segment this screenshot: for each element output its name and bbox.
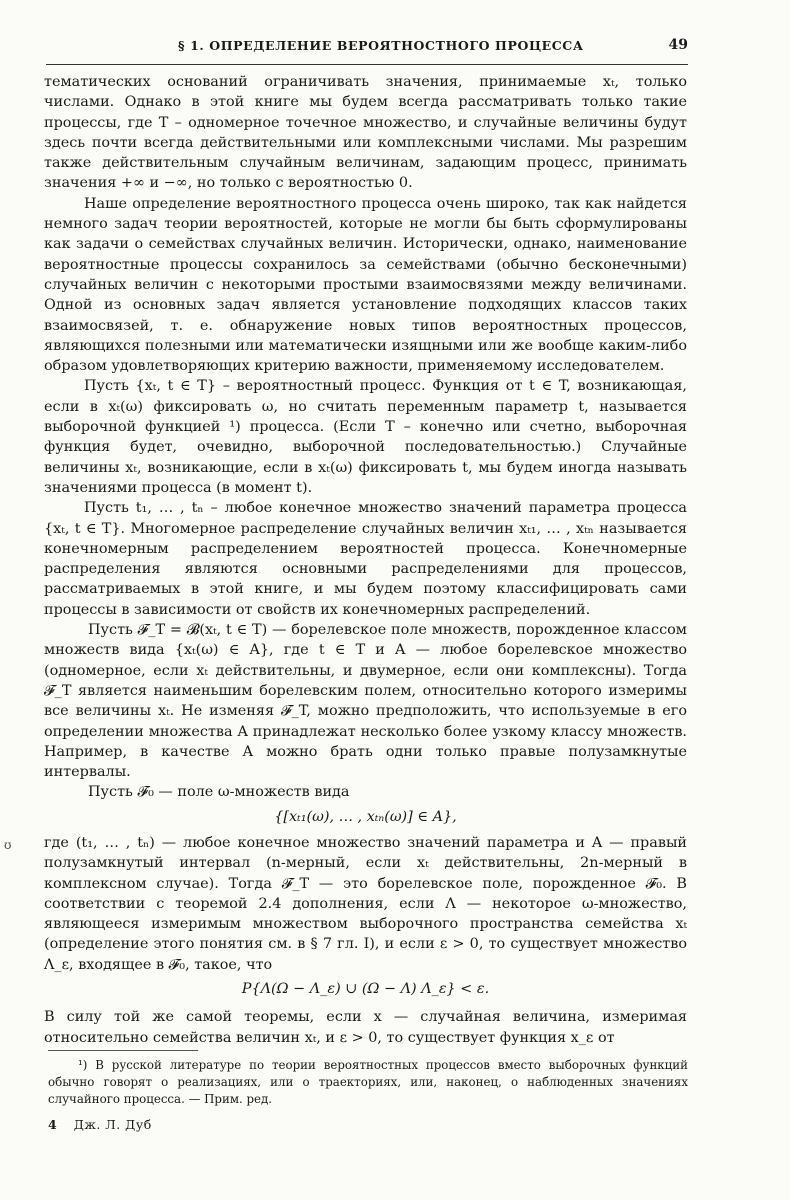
printer-signature [48, 1117, 152, 1132]
footnote [48, 1057, 688, 1108]
paragraph-sample-function: Пусть {xₜ, t ∈ T} – вероятностный процесс. Функция от t ∈ T, возникающая, если в xₜ(ω) фиксировать ω, но считать переменным параметр t, называется выборочной функцией ¹) процесса. (Если T – конечно или счетно, выборочная функция будет, очевидно, выборочной последовательностью.) Случайные величины xₜ, возникающие, если в xₜ(ω) фиксировать t, мы будем иногда называть значениями процесса (в момент t). [44, 378, 687, 496]
signature-author: Дж. Л. Дуб [73, 1117, 152, 1132]
paragraph-field-f0: Пусть 𝓕₀ — поле ω-множеств вида [88, 784, 350, 801]
footnote-text: ¹) В русской литературе по теории вероятностных процессов вместо выборочных функций обычно говорят о реализациях, или о траекториях, или, наконец, о наблюденных значениях случайного процесса. — Прим. ред. [48, 1058, 688, 1106]
paragraph-theorem-reference: где (t₁, … , tₙ) — любое конечное множество значений параметра и A — правый полузамкнутый интервал (n-мерный, если xₜ действительны, 2n-мерный в комплексном случае). Тогда 𝓕_T — это борелевское поле, порожденное 𝓕₀. В соответствии с теоремой 2.4 дополнения, если Λ — некоторое ω-множество, являющееся измеримым множеством выборочного пространства семейства xₜ (определение этого понятия см. в § 7 гл. I), и если ε > 0, то существует множество Λ_ε, входящее в 𝓕₀, такое, что [44, 834, 687, 973]
section-title: § 1. ОПРЕДЕЛЕНИЕ ВЕРОЯТНОСТНОГО ПРОЦЕССА [178, 38, 584, 53]
formula-probability-estimate: P{Λ(Ω − Λ_ε) ∪ (Ω − Λ) Λ_ε} < ε. [241, 981, 490, 998]
signature-sheet-number: 4 [48, 1117, 58, 1132]
footnote-divider [48, 1050, 198, 1051]
running-head [48, 38, 688, 58]
paragraph-borel-field: Пусть 𝓕_T = 𝓑(xₜ, t ∈ T) — борелевское поле множеств, порожденное классом множеств вида {xₜ(ω) ∈ A}, где t ∈ T и A — любое борелевское множество (одномерное, если xₜ действительны, и двумерное, если они комплексны). Тогда 𝓕_T является наименьшим борелевским полем, относительно которого измеримы все величины xₜ. Не изменяя 𝓕_T, можно предположить, что используемые в его определении множества A принадлежат несколько более узкому классу множеств. Например, в качестве A можно брать одни только правые полузамкнутые интервалы. [44, 622, 687, 781]
paragraph-same-theorem: В силу той же самой теоремы, если x — случайная величина, измеримая относительно семейства величин xₜ, и ε > 0, то существует функция x_ε от [44, 1009, 687, 1046]
formula-omega-set: {[xₜ₁(ω), … , xₜₙ(ω)] ∈ A}, [274, 808, 457, 825]
page-number: 49 [668, 37, 688, 53]
paragraph-finite-distributions: Пусть t₁, … , tₙ – любое конечное множество значений параметра процесса {xₜ, t ∈ T}. Многомерное распределение случайных величин xₜ₁, … , xₜₙ называется конечномерным распределением вероятностей процесса. Конечномерные распределения являются основными распределениями для процессов, рассматриваемых в этой книге, и мы будем поэтому классифицировать сами процессы в зависимости от свойств их конечномерных распределений. [44, 500, 687, 618]
margin-mark: ʊ [4, 838, 12, 852]
main-text [44, 72, 687, 1048]
header-divider [46, 64, 688, 65]
paragraph-definition-scope: Наше определение вероятностного процесса очень широко, так как найдется немного задач теории вероятностей, которые не могли бы быть сформулированы как задачи о семействах случайных величин. Исторически, однако, наименование вероятностные процессы сохранилось за семействами (обычно бесконечными) случайных величин с некоторыми простыми взаимосвязями между величинами. Одной из основных задач является установление подходящих классов таких взаимосвязей, т. е. обнаружение новых типов вероятностных процессов, являющихся полезными или математически изящными или же вообще каким-либо образом удовлетворяющих критерию важности, применяемому исследователем. [44, 195, 687, 375]
paragraph-continuation: тематических оснований ограничивать значения, принимаемые xₜ, только числами. Однако в этой книге мы будем всегда рассматривать только такие процессы, где T – одномерное точечное множество, и случайные величины будут здесь почти всегда действительными или комплексными числами. Мы разрешим также действительным случайным величинам, задающим процесс, принимать значения +∞ и −∞, но только с вероятностью 0. [44, 74, 687, 192]
